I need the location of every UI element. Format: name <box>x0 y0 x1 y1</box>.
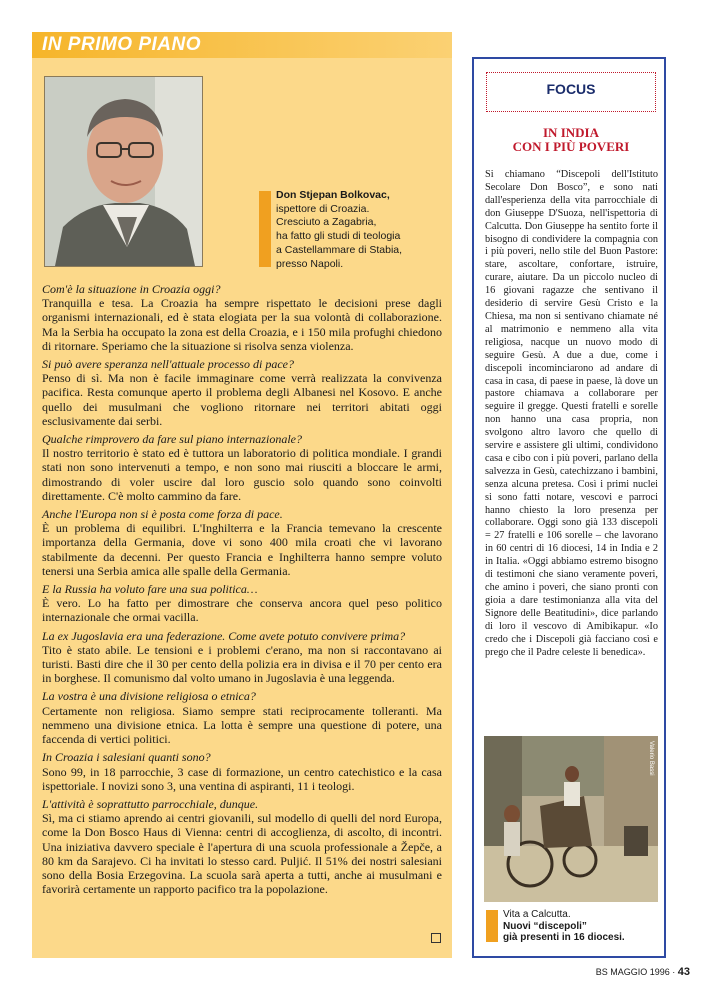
interview-answer: Tranquilla e tesa. La Croazia ha sempre rispettato le decisioni prese dagli organismi internazionali, ed è stata elogiata per la sua volontà di collaborazione. Ma la Serbia ha occupato la zona est della Croazia, e i 150 mila profughi chiedono di ritornare. Speriamo che la situazione si risolva senza violenza. <box>42 296 442 353</box>
caption-line: presso Napoli. <box>276 257 344 270</box>
interview-body <box>42 278 442 896</box>
focus-body-text: Si chiamano “Discepoli dell'Istituto Secolare Don Bosco”, e sono nati dall'esperienza della vita parrocchiale di don Giuseppe D'Suoza, nell'ispettoria di Calcutta. Don Giuseppe ha sentito forte il bisogno di condividere la compagnia con i più poveri, nello stile del Buon Pastore: stare, ascoltare, confortare, istruire, curare, aiutare. Da un piccolo nucleo di 16 giovani ragazze che sentivano il desiderio di servire Gesù Cristo e la Chiesa, ma non si sentivano chiamate né al matrimonio e nemmeno alla vita religiosa, nacque un nuovo modo di seguire Gesù. A due a due, come i discepoli incominciarono ad andare di casa in casa, di paese in paese, là dove un pastore chiamava a collaborare per seguire il gregge. Questi fratelli e sorelle non hanno una casa propria, non svolgono altro lavoro che quello di servire e assistere gli ultimi, condividono casa e cibo con i più poveri, parlano della salvezza in Gesù, catechizzano i bambini, senza alcuna pretesa. Così i primi nuclei si sono fatti notare, vescovi e parroci hanno chiesto la loro presenza per collaborare. Oggi sono già 133 discepoli = 27 fratelli e 106 sorelle – che lavorano in 60 centri di 16 diocesi, 14 in India e 2 in Italia. «Oggi abbiamo estremo bisogno di testimoni che siano veramente poveri, che amino i poveri, che siano pronti con gioia a dare testimonianza alla vita del Signore delle Beatitudini», dice parlando di loro il vescovo di Amibikapur. «Io credo che i Discepoli già facciano così e prego che il Padre celeste li benedica». <box>485 169 658 658</box>
caption-line: ispettore di Croazia. <box>276 202 370 215</box>
interview-answer: Certamente non religiosa. Siamo sempre stati reciprocamente tolleranti. Ma nemmeno una divisione etnica. La lotta è sempre una questione di potere, una faccenda di vertici politici. <box>42 703 442 747</box>
portrait-photo <box>44 76 203 267</box>
interview-question: L'attività è soprattutto parrocchiale, dunque. <box>42 796 259 811</box>
caption-line: ha fatto gli studi di teologia <box>276 230 401 243</box>
interview-question: Anche l'Europa non si è posta come forza di pace. <box>42 507 283 522</box>
interview-answer: È vero. Lo ha fatto per dimostrare che conserva ancora quel peso politico internazionale che ormai vacilla. <box>42 596 442 625</box>
interview-answer: Penso di sì. Ma non è facile immaginare come verrà realizzata la convivenza pacifica. Resta comunque aperto il problema degli Albanesi nel Kosovo. E anche quello dei musulmani che vogliono ritornare nei territori abitati oggi esclusivamente dai serbi. <box>42 371 442 428</box>
photo-caption-line: già presenti in 16 diocesi. <box>503 932 625 943</box>
page-number: 43 <box>677 966 690 978</box>
interview-answer: Sì, ma ci stiamo aprendo ai centri giovanili, sul modello di quelli del nord Europa, come la Don Bosco Haus di Vienna: centri di accoglienza, di ascolto, di incontri. Una iniziativa davvero speciale è l'apertura di una scuola professionale a Žepče, a 80 km da Sarajevo. Ci ha invitati lo stesso card. Puljić. Il 51% dei nostri salesiani sono della Bosia Erzegovina. La scuola sarà aperta a tutti, anche ai musulmani e favorirà certamente un rapporto pacifico tra la popolazione. <box>42 811 442 897</box>
interview-answer: È un problema di equilibri. L'Inghilterra e la Francia temevano la crescente importanza della Germania, dove vi sono 400 mila croati che vi lavorano stabilmente da decenni. Per questo Francia e Inghilterra hanno sempre voluto tenersi una Serbia amica alle spalle della Germania. <box>42 521 442 578</box>
focus-label: FOCUS <box>546 81 596 97</box>
photo-caption-line: Nuovi “discepoli” <box>503 920 587 932</box>
caption-line: a Castellammare di Stabia, <box>276 243 403 256</box>
end-of-article-mark <box>431 933 441 943</box>
interview-question: In Croazia i salesiani quanti sono? <box>42 750 211 765</box>
caption-accent-bar <box>259 191 271 267</box>
interview-question: La ex Jugoslavia era una federazione. Come avete potuto convivere prima? <box>42 628 406 643</box>
focus-headline <box>486 126 656 154</box>
interview-question: Com'è la situazione in Croazia oggi? <box>42 282 221 296</box>
interview-answer: Il nostro territorio è stato ed è tuttora un laboratorio di politica mondiale. I grandi stati non sono intervenuti a tempo, e non sono mai riusciti a bloccare le armi, dimostrando di voler uscire dal loro guscio solo quando sono coinvolti direttamente. C'è molto cammino da fare. <box>42 446 442 503</box>
interviewee-name: Don Stjepan Bolkovac, <box>276 189 390 201</box>
interview-question: E la Russia ha voluto fare una sua politica… <box>42 582 258 597</box>
calcutta-photo <box>484 736 658 902</box>
photo-credit: Valerio Bassi <box>648 741 654 776</box>
focus-headline-line: CON I PIÙ POVERI <box>512 139 630 154</box>
photo-caption-accent-bar <box>486 910 498 942</box>
interview-answer: Sono 99, in 18 parrocchie, 3 case di formazione, un centro catechistico e la casa ispettoriale. I novizi sono 3, una ventina di aspiranti, 11 i teologi. <box>42 764 442 793</box>
interview-question: Qualche rimprovero da fare sul piano internazionale? <box>42 432 302 447</box>
interview-question: Si può avere speranza nell'attuale processo di pace? <box>42 357 294 372</box>
page-footer <box>540 966 690 978</box>
caption-line: Cresciuto a Zagabria, <box>276 216 377 229</box>
interview-answer: Tito è stato abile. Le tensioni e i problemi c'erano, ma non si raccontavano ai turisti. Basti dire che il 30 per cento della polizia era in divisa e il 70 per cento era in borghese. Il comunismo dal volto umano in Jugoslavia è una leggenda. <box>42 642 442 686</box>
issue-label: BS MAGGIO 1996 · <box>595 967 676 977</box>
focus-headline-line: IN INDIA <box>543 125 599 140</box>
portrait-caption <box>276 189 448 271</box>
photo-caption <box>503 909 653 944</box>
interview-question: La vostra è una divisione religiosa o etnica? <box>42 689 256 704</box>
section-title: IN PRIMO PIANO <box>42 34 202 55</box>
photo-caption-line: Vita a Calcutta. <box>503 909 571 920</box>
